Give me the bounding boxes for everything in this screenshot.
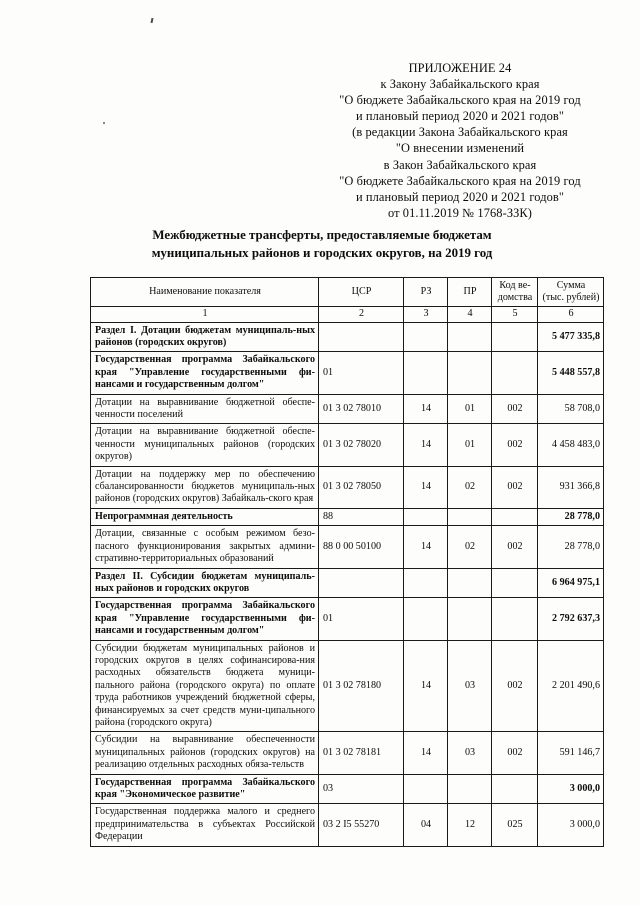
row-pr-cell: 03 [448, 732, 492, 774]
column-header-summa [538, 278, 604, 307]
page-title-line: Межбюджетные трансферты, предоставляемые бюджетам [152, 228, 492, 242]
scan-artifact-speck [151, 18, 154, 23]
row-rz-cell [404, 774, 448, 804]
scan-artifact-speck-secondary [103, 122, 105, 124]
document-header-block [300, 60, 620, 221]
document-header-line: к Закону Забайкальского края [380, 77, 540, 92]
row-rz-cell [404, 598, 448, 640]
column-number-1: 1 [91, 307, 319, 322]
row-csr-cell: 88 0 00 50100 [319, 526, 404, 568]
document-header-line: и плановый период 2020 и 2021 годов" [355, 189, 565, 204]
row-name-cell: Государственная программа Забайкальского края "Управление государственными фи-нансами и государственным долгом" [91, 352, 319, 394]
row-name-cell: Государственная программа Забайкальского края "Экономическое развитие" [91, 774, 319, 804]
row-name-cell: Субсидии на выравнивание обеспеченности муниципальных районов (городских округов) на реализацию отдельных расходных обяза-тельств [91, 732, 319, 774]
row-summa-cell: 3 000,0 [538, 774, 604, 804]
row-pr-cell [448, 774, 492, 804]
budget-table-wrapper [90, 277, 603, 847]
row-pr-cell: 01 [448, 424, 492, 466]
row-summa-cell: 58 708,0 [538, 394, 604, 424]
row-name-cell: Государственная поддержка малого и среднего предпринимательства в субъектах Российской Федерации [91, 804, 319, 846]
document-header-line: (в редакции Закона Забайкальского края [352, 125, 568, 140]
row-pr-cell: 12 [448, 804, 492, 846]
row-csr-cell: 01 [319, 352, 404, 394]
table-row [91, 598, 604, 640]
row-vedomstvo-cell: 002 [492, 394, 538, 424]
page-title [96, 226, 548, 262]
row-csr-cell: 88 [319, 508, 404, 525]
row-vedomstvo-cell: 002 [492, 526, 538, 568]
table-row [91, 394, 604, 424]
row-csr-cell: 01 [319, 598, 404, 640]
row-summa-cell: 5 448 557,8 [538, 352, 604, 394]
budget-table [90, 277, 604, 847]
row-pr-cell: 01 [448, 394, 492, 424]
row-summa-cell: 931 366,8 [538, 466, 604, 508]
row-rz-cell [404, 508, 448, 525]
row-summa-cell: 5 477 335,8 [538, 322, 604, 352]
row-vedomstvo-cell [492, 508, 538, 525]
table-row [91, 466, 604, 508]
row-name-cell: Субсидии бюджетам муниципальных районов и городских округов в целях софинансирова-ния расходных обязательств бюджета муници-пального района (городского округа) по оплате труда работников учреждений бюджетной сферы, финансируемых за счет средств муни-ципального района (городского округа) [91, 640, 319, 732]
row-name-cell: Дотации на поддержку мер по обеспечению сбалансированности бюджетов муниципаль-ных районов (городских округов) Забайкаль-ского края [91, 466, 319, 508]
document-header-line: "О бюджете Забайкальского края на 2019 год [339, 173, 581, 188]
column-number-3: 3 [404, 307, 448, 322]
row-vedomstvo-cell: 002 [492, 640, 538, 732]
row-csr-cell [319, 322, 404, 352]
table-row [91, 804, 604, 846]
row-vedomstvo-cell: 002 [492, 466, 538, 508]
column-header-rz: РЗ [404, 278, 448, 307]
table-row [91, 732, 604, 774]
document-header-line: "О внесении изменений [395, 141, 525, 156]
row-pr-cell: 02 [448, 466, 492, 508]
row-csr-cell: 01 3 02 78050 [319, 466, 404, 508]
table-header-row [91, 278, 604, 307]
table-row [91, 526, 604, 568]
row-vedomstvo-cell [492, 598, 538, 640]
document-header-line: "О бюджете Забайкальского края на 2019 год [339, 93, 581, 108]
column-header-name: Наименование показателя [91, 278, 319, 307]
row-rz-cell: 14 [404, 466, 448, 508]
table-body [91, 322, 604, 846]
row-rz-cell [404, 352, 448, 394]
page-title-line: муниципальных районов и городских округов, на 2019 год [151, 246, 493, 260]
row-summa-cell: 28 778,0 [538, 508, 604, 525]
row-rz-cell: 14 [404, 640, 448, 732]
row-rz-cell [404, 322, 448, 352]
table-row [91, 568, 604, 598]
table-header [91, 278, 604, 323]
row-pr-cell [448, 322, 492, 352]
table-row [91, 508, 604, 525]
row-csr-cell [319, 568, 404, 598]
row-csr-cell: 01 3 02 78180 [319, 640, 404, 732]
row-pr-cell [448, 568, 492, 598]
row-csr-cell: 03 2 I5 55270 [319, 804, 404, 846]
row-name-cell: Государственная программа Забайкальского края "Управление государственными фи-нансами и государственным долгом" [91, 598, 319, 640]
row-vedomstvo-cell: 002 [492, 424, 538, 466]
row-vedomstvo-cell [492, 774, 538, 804]
row-vedomstvo-cell: 002 [492, 732, 538, 774]
row-csr-cell: 01 3 02 78020 [319, 424, 404, 466]
column-header-vedomstvo-line2: домства [497, 292, 533, 304]
column-header-vedomstvo-line1: Код ве- [499, 280, 531, 291]
table-row [91, 424, 604, 466]
row-name-cell: Дотации, связанные с особым режимом безо-пасного функционирования закрытых админи-стративно-территориальных образований [91, 526, 319, 568]
row-csr-cell: 03 [319, 774, 404, 804]
row-summa-cell: 2 792 637,3 [538, 598, 604, 640]
row-pr-cell: 03 [448, 640, 492, 732]
row-csr-cell: 01 3 02 78181 [319, 732, 404, 774]
row-name-cell: Раздел I. Дотации бюджетам муниципаль-ных районов (городских округов) [91, 322, 319, 352]
row-rz-cell: 14 [404, 394, 448, 424]
row-summa-cell: 4 458 483,0 [538, 424, 604, 466]
row-name-cell: Дотации на выравнивание бюджетной обеспе-ченности поселений [91, 394, 319, 424]
row-pr-cell [448, 352, 492, 394]
row-csr-cell: 01 3 02 78010 [319, 394, 404, 424]
document-header-line: в Закон Забайкальского края [383, 157, 537, 172]
column-header-summa-line2: (тыс. рублей) [542, 292, 600, 304]
column-header-csr: ЦСР [319, 278, 404, 307]
row-summa-cell: 2 201 490,6 [538, 640, 604, 732]
row-summa-cell: 28 778,0 [538, 526, 604, 568]
column-number-row [91, 307, 604, 322]
row-name-cell: Раздел II. Субсидии бюджетам муниципаль-ных районов и городских округов [91, 568, 319, 598]
row-name-cell: Дотации на выравнивание бюджетной обеспе-ченности муниципальных районов (городских округов) [91, 424, 319, 466]
row-rz-cell: 14 [404, 526, 448, 568]
row-vedomstvo-cell [492, 352, 538, 394]
row-rz-cell [404, 568, 448, 598]
row-pr-cell: 02 [448, 526, 492, 568]
table-row [91, 774, 604, 804]
row-rz-cell: 04 [404, 804, 448, 846]
column-header-vedomstvo [492, 278, 538, 307]
row-vedomstvo-cell [492, 322, 538, 352]
column-number-4: 4 [448, 307, 492, 322]
table-row [91, 322, 604, 352]
document-header-line: от 01.11.2019 № 1768-ЗЗК) [387, 205, 533, 220]
row-pr-cell [448, 598, 492, 640]
row-vedomstvo-cell: 025 [492, 804, 538, 846]
row-name-cell: Непрограммная деятельность [91, 508, 319, 525]
column-number-6: 6 [538, 307, 604, 322]
table-row [91, 352, 604, 394]
row-summa-cell: 6 964 975,1 [538, 568, 604, 598]
row-summa-cell: 3 000,0 [538, 804, 604, 846]
row-rz-cell: 14 [404, 732, 448, 774]
column-number-2: 2 [319, 307, 404, 322]
column-header-summa-line1: Сумма [556, 280, 586, 291]
row-rz-cell: 14 [404, 424, 448, 466]
column-number-5: 5 [492, 307, 538, 322]
column-header-pr: ПР [448, 278, 492, 307]
document-header-line: ПРИЛОЖЕНИЕ 24 [408, 61, 512, 75]
document-header-line: и плановый период 2020 и 2021 годов" [355, 109, 565, 124]
row-vedomstvo-cell [492, 568, 538, 598]
table-row [91, 640, 604, 732]
row-pr-cell [448, 508, 492, 525]
row-summa-cell: 591 146,7 [538, 732, 604, 774]
